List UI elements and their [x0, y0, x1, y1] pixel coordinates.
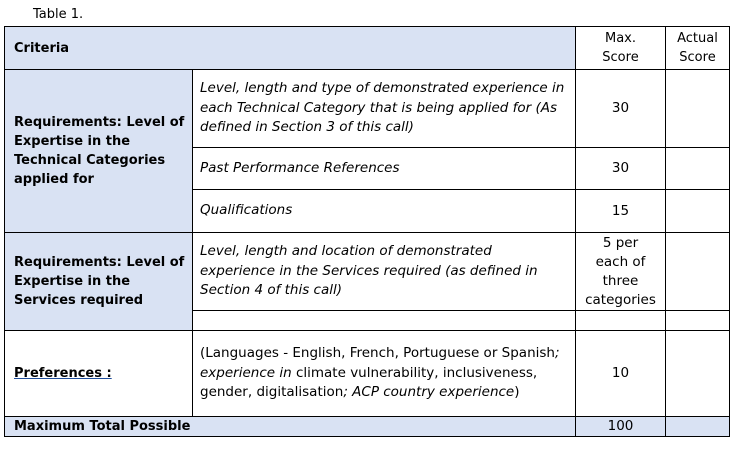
group2-max: 5 per each of three categories	[576, 233, 666, 311]
preferences-description: (Languages - English, French, Portuguese or Spanish; experience in climate vulnerability, inclusiveness, gender, digitalisation; ACP country experience)	[193, 331, 576, 417]
actual-score-header: Actual Score	[666, 27, 730, 70]
criteria-header: Criteria	[5, 27, 576, 70]
group2-empty-max	[576, 311, 666, 331]
table-row	[5, 70, 730, 148]
total-max: 100	[576, 417, 666, 437]
group1-row1-actual	[666, 70, 730, 148]
group1-row3-max: 15	[576, 190, 666, 233]
table-caption: Table 1.	[33, 7, 84, 22]
preferences-title: Preferences :	[5, 331, 193, 417]
group1-title: Requirements: Level of Expertise in the Technical Categories applied for	[5, 70, 193, 233]
preferences-max: 10	[576, 331, 666, 417]
group2-description: Level, length and location of demonstrated experience in the Services required (as defined in Section 4 of this call)	[193, 233, 576, 311]
group2-empty-description	[193, 311, 576, 331]
group1-row1-max: 30	[576, 70, 666, 148]
group2-actual	[666, 233, 730, 311]
total-actual	[666, 417, 730, 437]
table-row	[5, 233, 730, 311]
group2-empty-actual	[666, 311, 730, 331]
preferences-actual	[666, 331, 730, 417]
scoring-table	[4, 26, 730, 437]
group1-row1-description: Level, length and type of demonstrated experience in each Technical Category that is being applied for (As defined in Section 3 of this call)	[193, 70, 576, 148]
group1-row2-max: 30	[576, 148, 666, 190]
group1-row3-actual	[666, 190, 730, 233]
table-row	[5, 417, 730, 437]
table-header-row	[5, 27, 730, 70]
group1-row2-actual	[666, 148, 730, 190]
max-score-header: Max. Score	[576, 27, 666, 70]
table-row	[5, 331, 730, 417]
group1-row3-description: Qualifications	[193, 190, 576, 233]
group2-title: Requirements: Level of Expertise in the Services required	[5, 233, 193, 331]
total-label: Maximum Total Possible	[5, 417, 576, 437]
group1-row2-description: Past Performance References	[193, 148, 576, 190]
